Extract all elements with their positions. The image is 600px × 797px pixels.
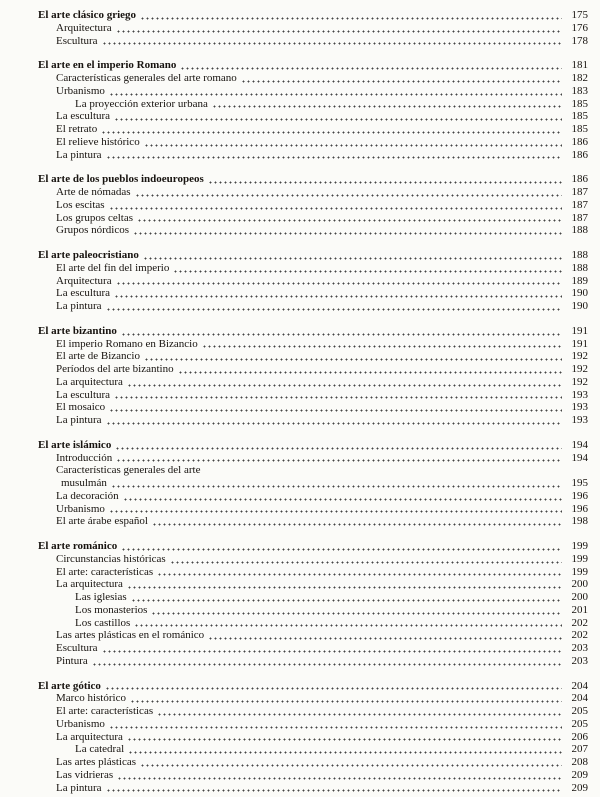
toc-heading-row [38, 9, 588, 22]
toc-entry-row [38, 262, 588, 275]
toc-section [38, 173, 588, 237]
page-number: 193 [571, 401, 588, 414]
entry-label: La pintura [56, 300, 102, 312]
toc-entry-row [38, 414, 588, 427]
toc-entry-row [38, 72, 588, 85]
page-number: 192 [571, 350, 588, 363]
page-number: 199 [571, 552, 588, 565]
toc-entry-row [38, 718, 588, 731]
entry-label: Introducción [56, 451, 113, 464]
page-number: 205 [571, 705, 588, 717]
toc-entry-row [38, 578, 588, 591]
dot-leader [92, 655, 562, 668]
entry-label: La escultura [56, 388, 111, 401]
page-number: 201 [571, 603, 588, 616]
toc-section [38, 540, 588, 668]
page-number: 185 [571, 110, 588, 123]
entry-label: El arte gótico [38, 679, 101, 692]
dot-leader [127, 578, 562, 591]
toc-entry-row [38, 389, 588, 402]
page-number: 207 [571, 743, 588, 756]
entry-label: El arte románico [38, 540, 118, 552]
entry-label: El arte: características [56, 705, 154, 717]
entry-label: El arte árabe español [56, 515, 148, 528]
entry-label: Las iglesias [75, 591, 127, 603]
entry-label: Las artes plásticas [56, 756, 137, 768]
entry-label: Grupos nórdicos [56, 224, 130, 237]
entry-label: La pintura [56, 414, 102, 426]
toc-entry-row [38, 275, 588, 288]
toc-heading-row [38, 59, 588, 72]
toc-entry-row [38, 376, 588, 389]
page-number: 194 [571, 438, 588, 451]
toc-entry-row [38, 123, 588, 136]
entry-label: Los castillos [75, 616, 131, 629]
dot-leader [143, 249, 562, 262]
entry-label: Características generales del arte [56, 464, 201, 477]
toc-entry-row [38, 363, 588, 376]
toc-entry-row [38, 731, 588, 744]
toc-entry-row [38, 756, 588, 769]
page-number: 193 [571, 414, 588, 426]
page-number: 182 [571, 72, 588, 84]
entry-label: Características generales del arte romano [56, 72, 237, 84]
page-number: 206 [571, 730, 588, 743]
dot-leader [114, 110, 562, 123]
entry-label: El arte paleocristiano [38, 249, 139, 261]
toc-entry-row [38, 149, 588, 162]
page-number: 202 [571, 616, 588, 629]
page-number: 185 [571, 97, 588, 110]
dot-leader [140, 9, 562, 22]
dot-leader [131, 591, 562, 604]
entry-label: Urbanismo [56, 84, 105, 97]
toc-heading-row [38, 680, 588, 693]
page-number: 203 [571, 654, 588, 667]
toc-entry-row [38, 110, 588, 123]
toc-entry-row [38, 98, 588, 111]
dot-leader [127, 376, 562, 389]
page-number: 208 [571, 756, 588, 768]
toc-entry-row [38, 604, 588, 617]
entry-label: Urbanismo [56, 717, 105, 730]
dot-leader [151, 604, 562, 617]
dot-leader [114, 287, 562, 300]
dot-leader [116, 22, 562, 35]
dot-leader [208, 173, 562, 186]
entry-label: La pintura [56, 781, 102, 794]
page-number: 185 [571, 123, 588, 135]
dot-leader [105, 680, 562, 693]
page-number: 186 [571, 148, 588, 161]
dot-leader [106, 149, 562, 162]
page-number: 204 [571, 679, 588, 692]
page-number: 178 [571, 34, 588, 47]
entry-label: El imperio Romano en Bizancio [56, 337, 198, 350]
page-number: 187 [571, 211, 588, 224]
page-number: 190 [571, 287, 588, 300]
page-number: 195 [571, 477, 588, 489]
toc-entry-row [38, 617, 588, 630]
entry-label: La escultura [56, 287, 111, 300]
toc-entry-row [38, 655, 588, 668]
toc-entry-row [38, 705, 588, 718]
page-number: 199 [571, 565, 588, 578]
page-number: 186 [571, 173, 588, 186]
toc-section [38, 9, 588, 47]
toc-heading-row [38, 325, 588, 338]
entry-label: Arquitectura [56, 21, 112, 34]
dot-leader [140, 756, 562, 769]
entry-label: musulmán [61, 477, 107, 489]
dot-leader [106, 782, 562, 795]
dot-leader [178, 363, 562, 376]
dot-leader [116, 275, 562, 288]
dot-leader [157, 705, 562, 718]
dot-leader [109, 85, 562, 98]
toc-heading-row [38, 249, 588, 262]
toc-section [38, 249, 588, 313]
entry-label: El retrato [56, 123, 98, 135]
dot-leader [144, 350, 562, 363]
entry-label: La arquitectura [56, 578, 123, 591]
entry-label: Las artes plásticas en el románico [56, 629, 205, 642]
page-number: 209 [571, 781, 588, 794]
dot-leader [137, 212, 562, 225]
page-number: 176 [571, 21, 588, 34]
entry-label: La proyección exterior urbana [75, 97, 208, 110]
entry-label: Urbanismo [56, 502, 105, 515]
page-number: 190 [571, 300, 588, 312]
page-number: 193 [571, 388, 588, 401]
toc-heading-row [38, 540, 588, 553]
toc-entry-row [38, 452, 588, 465]
entry-label: Circunstancias históricas [56, 552, 166, 565]
dot-leader [109, 503, 562, 516]
toc-entry-row [38, 769, 588, 782]
entry-label: Períodos del arte bizantino [56, 363, 174, 375]
dot-leader [121, 325, 562, 338]
entry-label: Los escitas [56, 198, 105, 211]
dot-leader [111, 477, 562, 490]
toc-entry-row [38, 401, 588, 414]
entry-label: El arte de Bizancio [56, 350, 140, 363]
page-number: 189 [571, 274, 588, 287]
toc-entry-row [38, 136, 588, 149]
entry-label: Marco histórico [56, 692, 126, 705]
page-number: 183 [571, 84, 588, 97]
toc-entry-row [38, 566, 588, 579]
page-number: 187 [571, 186, 588, 198]
entry-label: El relieve histórico [56, 135, 140, 148]
dot-leader [173, 262, 562, 275]
entry-label: Arquitectura [56, 274, 112, 287]
dot-leader [102, 35, 562, 48]
dot-leader [212, 98, 562, 111]
toc-entry-row [38, 350, 588, 363]
dot-leader [152, 515, 562, 528]
dot-leader [157, 566, 562, 579]
page-number: 203 [571, 642, 588, 654]
dot-leader [133, 224, 562, 237]
toc-heading-row [38, 173, 588, 186]
dot-leader [208, 629, 562, 642]
page-number: 199 [571, 540, 588, 552]
dot-leader [180, 59, 562, 72]
page-number: 188 [571, 261, 588, 274]
dot-leader [130, 692, 562, 705]
toc-entry-row [38, 591, 588, 604]
entry-label: Escultura [56, 34, 98, 47]
entry-label: Las vidrieras [56, 768, 114, 781]
dot-leader [109, 401, 562, 414]
toc-entry-row [38, 212, 588, 225]
dot-leader [116, 452, 562, 465]
page-number: 200 [571, 591, 588, 603]
page-number: 202 [571, 629, 588, 642]
entry-label: La arquitectura [56, 375, 123, 388]
toc-entry-row [38, 35, 588, 48]
toc-entry-row [38, 743, 588, 756]
dot-leader [170, 553, 562, 566]
page-number: 191 [571, 337, 588, 350]
dot-leader [106, 414, 562, 427]
dot-leader [106, 300, 562, 313]
entry-label: El arte: características [56, 565, 154, 578]
entry-label: El mosaico [56, 401, 106, 414]
entry-label: Pintura [56, 654, 88, 667]
page-number: 191 [571, 324, 588, 337]
page-number: 198 [571, 515, 588, 528]
toc-section [38, 680, 588, 795]
dot-leader [121, 540, 562, 553]
toc-entry-row [38, 692, 588, 705]
dot-leader [101, 123, 562, 136]
entry-label: Los grupos celtas [56, 211, 133, 224]
page-number: 196 [571, 489, 588, 502]
page-number: 200 [571, 578, 588, 591]
entry-label: Arte de nómadas [56, 186, 131, 198]
entry-label: El arte del fin del imperio [56, 261, 170, 274]
toc-entry-row [38, 464, 588, 477]
dot-leader [127, 731, 562, 744]
page-number: 192 [571, 363, 588, 375]
entry-label: Escultura [56, 642, 98, 654]
toc-entry-row [38, 224, 588, 237]
dot-leader [102, 642, 562, 655]
dot-leader [115, 439, 562, 452]
toc-entry-row [38, 490, 588, 503]
entry-label: El arte islámico [38, 438, 112, 451]
toc-entry-row [38, 186, 588, 199]
dot-leader [241, 72, 562, 85]
page-number: 181 [571, 59, 588, 72]
entry-label: El arte en el imperio Romano [38, 59, 177, 72]
dot-leader [128, 743, 562, 756]
toc-entry-row [38, 85, 588, 98]
entry-label: La catedral [75, 743, 125, 756]
dot-leader [202, 338, 562, 351]
toc-entry-row [38, 629, 588, 642]
toc-entry-row [38, 782, 588, 795]
page-number: 209 [571, 768, 588, 781]
page-number: 194 [571, 451, 588, 464]
entry-label: El arte bizantino [38, 324, 117, 337]
entry-label: La pintura [56, 148, 102, 161]
entry-label: Los monasterios [75, 603, 148, 616]
dot-leader [109, 718, 562, 731]
dot-leader [135, 186, 562, 199]
page-number: 196 [571, 502, 588, 515]
page-number: 188 [571, 249, 588, 261]
entry-label: La decoración [56, 489, 119, 502]
toc-entry-row [38, 477, 588, 490]
toc-entry-row [38, 287, 588, 300]
dot-leader [114, 389, 562, 402]
toc-entry-row [38, 515, 588, 528]
dot-leader [144, 136, 562, 149]
page-number: 188 [571, 224, 588, 237]
page-number: 205 [571, 717, 588, 730]
toc-section [38, 325, 588, 427]
toc-entry-row [38, 553, 588, 566]
toc-entry-row [38, 503, 588, 516]
page-number: 187 [571, 198, 588, 211]
toc-entry-row [38, 199, 588, 212]
page-number: 186 [571, 135, 588, 148]
toc-section [38, 439, 588, 528]
toc-entry-row [38, 642, 588, 655]
toc-heading-row [38, 439, 588, 452]
page-number: 192 [571, 375, 588, 388]
page-number: 175 [571, 9, 588, 21]
page-number: 204 [571, 692, 588, 705]
entry-label: La arquitectura [56, 730, 123, 743]
dot-leader [109, 199, 562, 212]
toc-section [38, 59, 588, 161]
entry-label: El arte clásico griego [38, 9, 137, 21]
entry-label: El arte de los pueblos indoeuropeos [38, 173, 204, 186]
dot-leader [117, 769, 562, 782]
dot-leader [123, 490, 562, 503]
entry-label: La escultura [56, 110, 111, 123]
dot-leader [134, 617, 562, 630]
toc-entry-row [38, 338, 588, 351]
toc-entry-row [38, 22, 588, 35]
toc-entry-row [38, 300, 588, 313]
